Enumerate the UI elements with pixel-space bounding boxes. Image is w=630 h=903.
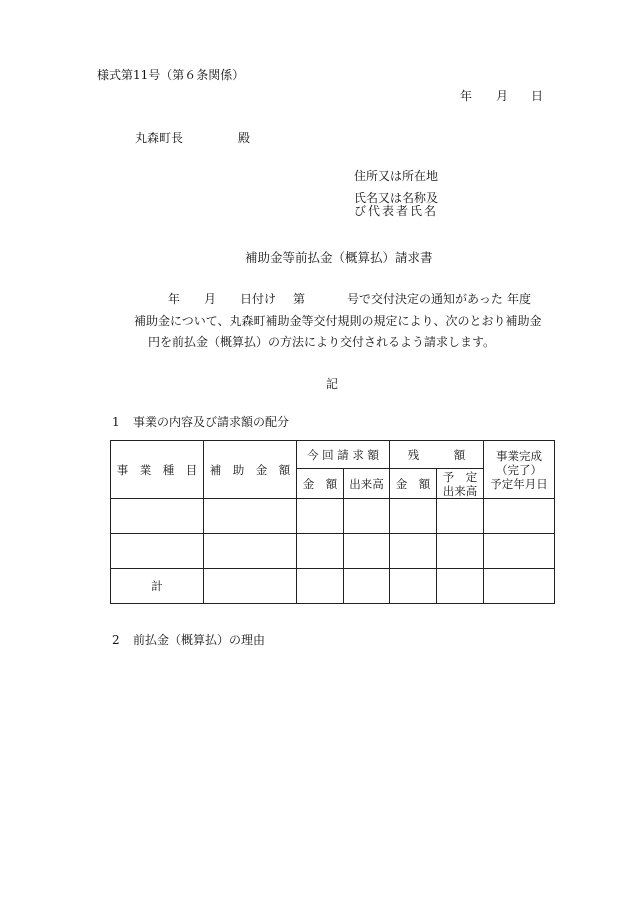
- subheader-progress: 出来高: [344, 469, 390, 499]
- table-cell: [111, 499, 204, 534]
- completion-label-2: （完了）: [496, 462, 542, 477]
- table-cell: [204, 569, 297, 604]
- table-cell: [297, 499, 344, 534]
- name-label-line1: 氏名又は名称及: [354, 191, 439, 205]
- table-cell: [344, 534, 390, 569]
- table-cell: [390, 499, 437, 534]
- table-cell: [437, 569, 484, 604]
- table-cell: [437, 499, 484, 534]
- table-cell: [344, 569, 390, 604]
- header-completion-date: [484, 441, 555, 499]
- table-cell: [297, 569, 344, 604]
- table-cell: [204, 499, 297, 534]
- header-remaining: 残 額: [390, 441, 484, 469]
- table-cell: [484, 499, 555, 534]
- table-cell: [390, 569, 437, 604]
- planned-label-2: 出来高: [442, 483, 478, 498]
- section2-number: 2: [112, 633, 120, 647]
- planned-label-1: 予 定: [442, 469, 478, 484]
- body-line3: 円を前払金（概算払）の方法により交付されるよう請求します。: [148, 335, 496, 349]
- table-cell: [344, 499, 390, 534]
- total-row: [111, 569, 555, 604]
- table-cell: [111, 534, 204, 569]
- table-cell: [297, 534, 344, 569]
- table-row: [111, 534, 555, 569]
- subheader-planned-progress: [437, 469, 484, 499]
- section1-title: 事業の内容及び請求額の配分: [133, 415, 290, 429]
- addressee-name: 丸森町長: [135, 131, 184, 145]
- table-cell: [204, 534, 297, 569]
- section2-title: 前払金（概算払）の理由: [133, 633, 266, 647]
- table-cell: [484, 569, 555, 604]
- date-day-label: 日: [531, 89, 544, 103]
- completion-label-1: 事業完成: [496, 448, 542, 463]
- body-notification-text: 号で交付決定の通知があった: [347, 292, 503, 306]
- table-cell: [484, 534, 555, 569]
- name-label-line2: び代表者氏名: [354, 204, 439, 218]
- document-title: 補助金等前払金（概算払）請求書: [245, 250, 433, 265]
- table-row: [111, 499, 555, 534]
- subheader-amount-remaining: 金 額: [390, 469, 437, 499]
- header-subsidy-amount: 補 助 金 額: [204, 441, 297, 499]
- date-month-label: 月: [496, 89, 509, 103]
- total-label: 計: [111, 569, 204, 604]
- body-number-prefix: 第: [293, 292, 306, 306]
- body-line2: 補助金について、丸森町補助金等交付規則の規定により、次のとおり補助金: [134, 314, 542, 328]
- allocation-table: [110, 440, 555, 604]
- ki-label: 記: [326, 377, 339, 391]
- header-current-request: 今 回 請 求 額: [297, 441, 390, 469]
- table-cell: [390, 534, 437, 569]
- body-dated: 日付け: [240, 292, 277, 306]
- form-number: 様式第11号（第６条関係）: [97, 68, 245, 82]
- body-year: 年: [168, 292, 181, 306]
- addressee-honorific: 殿: [238, 131, 251, 145]
- completion-label-3: 予定年月日: [490, 476, 548, 491]
- body-month: 月: [204, 292, 217, 306]
- body-fiscal-year: 年度: [507, 292, 532, 306]
- table-cell: [437, 534, 484, 569]
- address-label: 住所又は所在地: [354, 169, 439, 183]
- date-year-label: 年: [460, 89, 473, 103]
- subheader-amount: 金 額: [297, 469, 344, 499]
- header-project-type: 事 業 種 目: [111, 441, 204, 499]
- section1-number: 1: [112, 415, 120, 429]
